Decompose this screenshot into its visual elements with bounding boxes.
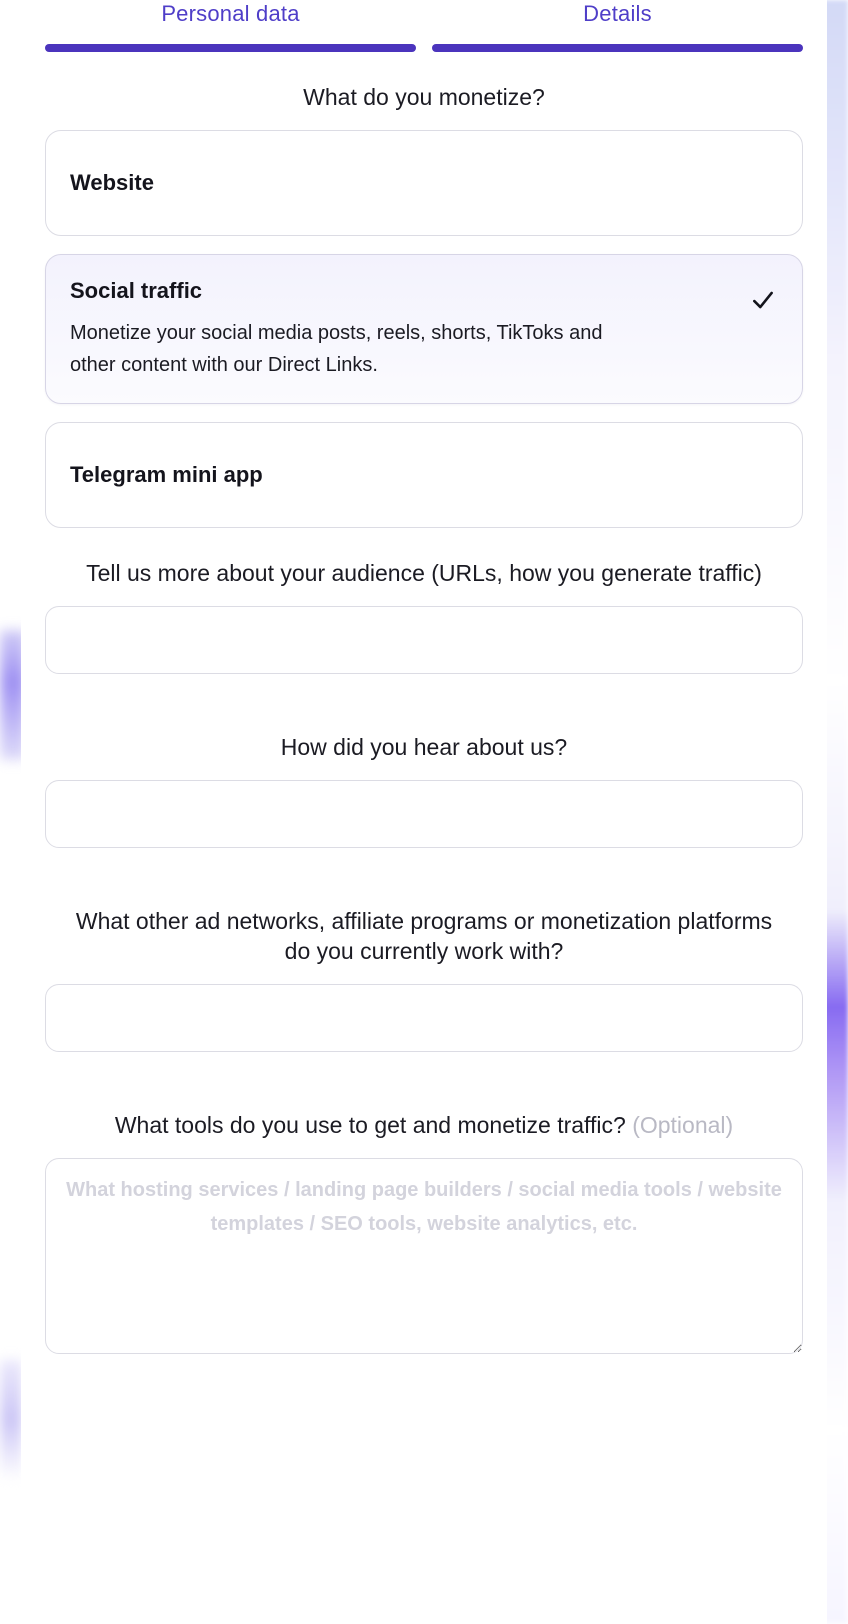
option-telegram-mini-app-title: Telegram mini app — [70, 462, 263, 487]
step-personal-data[interactable] — [45, 0, 416, 52]
tools-question-text: What tools do you use to get and monetize traffic? — [114, 1112, 626, 1138]
step-details-label: Details — [583, 1, 652, 26]
step-personal-data-bar — [45, 44, 416, 52]
tools-textarea[interactable] — [45, 1158, 803, 1354]
signup-form-card — [21, 0, 827, 1624]
step-indicator — [45, 0, 803, 52]
audience-input[interactable] — [45, 606, 803, 674]
option-telegram-mini-app[interactable] — [45, 422, 803, 528]
other-networks-input[interactable] — [45, 984, 803, 1052]
option-website[interactable] — [45, 130, 803, 236]
option-social-traffic-description: Monetize your social media posts, reels, shorts, TikToks and other content with our Direct Links. — [70, 322, 603, 376]
monetize-question: What do you monetize? — [303, 84, 545, 110]
option-social-traffic-title: Social traffic — [70, 278, 203, 303]
tools-optional-label: (Optional) — [632, 1112, 734, 1138]
hear-about-question: How did you hear about us? — [280, 734, 568, 760]
option-social-traffic[interactable] — [45, 254, 803, 404]
option-website-title: Website — [70, 170, 154, 195]
check-icon — [750, 287, 776, 313]
other-networks-question: What other ad networks, affiliate programs or monetization platforms do you currently work with? — [75, 908, 773, 964]
step-personal-data-label: Personal data — [161, 1, 300, 26]
step-details-bar — [432, 44, 803, 52]
audience-question: Tell us more about your audience (URLs, how you generate traffic) — [86, 560, 762, 586]
hear-about-input[interactable] — [45, 780, 803, 848]
step-details[interactable] — [432, 0, 803, 52]
tools-question — [45, 1110, 803, 1140]
decorative-glow-left-lower — [0, 1360, 22, 1480]
